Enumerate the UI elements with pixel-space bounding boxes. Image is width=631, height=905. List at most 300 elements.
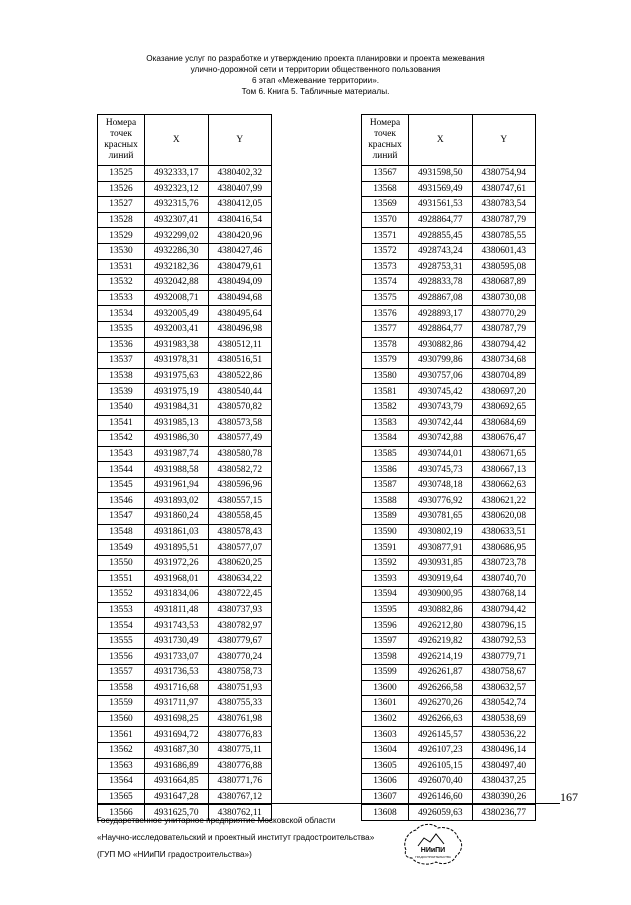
table-row bbox=[362, 243, 536, 259]
point-number-cell: 13593 bbox=[362, 571, 409, 587]
y-coordinate-cell: 4380542,74 bbox=[472, 696, 536, 712]
x-coordinate-cell: 4928753,31 bbox=[409, 259, 472, 275]
table-row bbox=[98, 275, 272, 291]
point-number-cell: 13534 bbox=[98, 306, 145, 322]
point-number-cell: 13525 bbox=[98, 166, 145, 182]
x-coordinate-cell: 4926070,40 bbox=[409, 774, 472, 790]
table-row bbox=[362, 758, 536, 774]
table-row bbox=[362, 602, 536, 618]
x-coordinate-cell: 4931811,48 bbox=[145, 602, 208, 618]
y-coordinate-cell: 4380620,08 bbox=[472, 509, 536, 525]
table-row bbox=[98, 197, 272, 213]
header-line-3: 6 этап «Межевание территории». bbox=[251, 76, 380, 85]
table-row bbox=[362, 462, 536, 478]
header-text: Номера bbox=[105, 118, 137, 128]
x-coordinate-cell: 4931988,58 bbox=[145, 462, 208, 478]
x-coordinate-cell: 4931733,07 bbox=[145, 649, 208, 665]
logo-text-sub: ГРАДОСТРОИТЕЛЬСТВА bbox=[415, 855, 451, 859]
y-coordinate-cell: 4380794,42 bbox=[472, 602, 536, 618]
y-coordinate-cell: 4380437,25 bbox=[472, 774, 536, 790]
point-number-cell: 13601 bbox=[362, 696, 409, 712]
x-coordinate-cell: 4930781,65 bbox=[409, 509, 472, 525]
table-row bbox=[362, 415, 536, 431]
x-coordinate-cell: 4931895,51 bbox=[145, 540, 208, 556]
y-coordinate-cell: 4380577,07 bbox=[208, 540, 272, 556]
y-coordinate-cell: 4380580,78 bbox=[208, 446, 272, 462]
x-coordinate-cell: 4932003,41 bbox=[145, 321, 208, 337]
x-coordinate-cell: 4930743,79 bbox=[409, 399, 472, 415]
point-number-cell: 13599 bbox=[362, 665, 409, 681]
y-coordinate-cell: 4380787,79 bbox=[472, 321, 536, 337]
y-coordinate-cell: 4380754,94 bbox=[472, 166, 536, 182]
table-row bbox=[98, 727, 272, 743]
point-number-cell: 13537 bbox=[98, 353, 145, 369]
table-row bbox=[362, 399, 536, 415]
point-number-cell: 13565 bbox=[98, 789, 145, 805]
x-coordinate-cell: 4931834,06 bbox=[145, 587, 208, 603]
x-header: X bbox=[409, 115, 472, 166]
coordinates-table-right bbox=[361, 114, 536, 821]
y-coordinate-cell: 4380770,24 bbox=[208, 649, 272, 665]
page-number: 167 bbox=[560, 790, 578, 804]
y-coordinate-cell: 4380686,95 bbox=[472, 540, 536, 556]
x-coordinate-cell: 4931647,28 bbox=[145, 789, 208, 805]
y-coordinate-cell: 4380416,54 bbox=[208, 212, 272, 228]
point-number-cell: 13588 bbox=[362, 493, 409, 509]
x-coordinate-cell: 4931694,72 bbox=[145, 727, 208, 743]
point-number-cell: 13580 bbox=[362, 368, 409, 384]
x-coordinate-cell: 4932005,49 bbox=[145, 306, 208, 322]
x-coordinate-cell: 4931968,01 bbox=[145, 571, 208, 587]
x-coordinate-cell: 4931987,74 bbox=[145, 446, 208, 462]
table-row bbox=[98, 290, 272, 306]
y-coordinate-cell: 4380479,61 bbox=[208, 259, 272, 275]
x-coordinate-cell: 4931985,13 bbox=[145, 415, 208, 431]
x-coordinate-cell: 4930748,18 bbox=[409, 477, 472, 493]
x-coordinate-cell: 4931975,19 bbox=[145, 384, 208, 400]
point-number-cell: 13536 bbox=[98, 337, 145, 353]
x-coordinate-cell: 4930900,95 bbox=[409, 587, 472, 603]
x-coordinate-cell: 4931986,30 bbox=[145, 431, 208, 447]
point-number-cell: 13526 bbox=[98, 181, 145, 197]
table-row bbox=[362, 633, 536, 649]
table-row bbox=[98, 618, 272, 634]
x-coordinate-cell: 4931893,02 bbox=[145, 493, 208, 509]
table-row bbox=[98, 571, 272, 587]
x-coordinate-cell: 4930931,85 bbox=[409, 555, 472, 571]
x-coordinate-cell: 4926212,80 bbox=[409, 618, 472, 634]
x-coordinate-cell: 4926266,63 bbox=[409, 711, 472, 727]
logo-text-main: НИиПИ bbox=[420, 847, 446, 854]
x-coordinate-cell: 4931598,50 bbox=[409, 166, 472, 182]
point-number-cell: 13600 bbox=[362, 680, 409, 696]
point-number-cell: 13595 bbox=[362, 602, 409, 618]
point-number-cell: 13531 bbox=[98, 259, 145, 275]
y-coordinate-cell: 4380697,20 bbox=[472, 384, 536, 400]
table-row bbox=[98, 259, 272, 275]
y-coordinate-cell: 4380758,73 bbox=[208, 665, 272, 681]
y-coordinate-cell: 4380794,42 bbox=[472, 337, 536, 353]
x-coordinate-cell: 4926105,15 bbox=[409, 758, 472, 774]
x-coordinate-cell: 4931664,85 bbox=[145, 774, 208, 790]
y-coordinate-cell: 4380771,76 bbox=[208, 774, 272, 790]
point-number-cell: 13568 bbox=[362, 181, 409, 197]
table-row bbox=[362, 493, 536, 509]
point-number-cell: 13602 bbox=[362, 711, 409, 727]
y-coordinate-cell: 4380751,93 bbox=[208, 680, 272, 696]
table-row bbox=[362, 774, 536, 790]
point-number-cell: 13561 bbox=[98, 727, 145, 743]
table-row bbox=[98, 384, 272, 400]
y-coordinate-cell: 4380779,71 bbox=[472, 649, 536, 665]
point-number-cell: 13533 bbox=[98, 290, 145, 306]
table-body-right bbox=[362, 166, 536, 821]
table-row bbox=[362, 306, 536, 322]
y-coordinate-cell: 4380497,40 bbox=[472, 758, 536, 774]
table-row bbox=[98, 353, 272, 369]
point-number-cell: 13564 bbox=[98, 774, 145, 790]
table-row bbox=[362, 181, 536, 197]
table-row bbox=[362, 711, 536, 727]
header-text: линий bbox=[372, 151, 398, 161]
point-number-cell: 13528 bbox=[98, 212, 145, 228]
table-body-left bbox=[98, 166, 272, 821]
y-coordinate-cell: 4380761,98 bbox=[208, 711, 272, 727]
point-number-cell: 13582 bbox=[362, 399, 409, 415]
table-row bbox=[362, 696, 536, 712]
x-coordinate-cell: 4930877,91 bbox=[409, 540, 472, 556]
table-row bbox=[362, 368, 536, 384]
table-row bbox=[98, 399, 272, 415]
table-row bbox=[98, 431, 272, 447]
y-coordinate-cell: 4380775,11 bbox=[208, 742, 272, 758]
y-coordinate-cell: 4380512,11 bbox=[208, 337, 272, 353]
point-number-cell: 13545 bbox=[98, 477, 145, 493]
y-coordinate-cell: 4380390,26 bbox=[472, 789, 536, 805]
point-number-cell: 13578 bbox=[362, 337, 409, 353]
x-coordinate-cell: 4926270,26 bbox=[409, 696, 472, 712]
x-coordinate-cell: 4932299,02 bbox=[145, 228, 208, 244]
y-coordinate-cell: 4380747,61 bbox=[472, 181, 536, 197]
x-coordinate-cell: 4931736,53 bbox=[145, 665, 208, 681]
point-number-cell: 13581 bbox=[362, 384, 409, 400]
table-header-row bbox=[362, 115, 536, 166]
header-text: линий bbox=[108, 151, 134, 161]
table-row bbox=[98, 446, 272, 462]
x-coordinate-cell: 4928864,77 bbox=[409, 212, 472, 228]
table-row bbox=[98, 540, 272, 556]
x-coordinate-cell: 4931711,97 bbox=[145, 696, 208, 712]
table-row bbox=[98, 243, 272, 259]
point-number-cell: 13598 bbox=[362, 649, 409, 665]
table-row bbox=[362, 446, 536, 462]
x-coordinate-cell: 4928855,45 bbox=[409, 228, 472, 244]
y-coordinate-cell: 4380538,69 bbox=[472, 711, 536, 727]
point-number-header bbox=[98, 115, 145, 166]
y-coordinate-cell: 4380621,22 bbox=[472, 493, 536, 509]
y-coordinate-cell: 4380687,89 bbox=[472, 275, 536, 291]
table-row bbox=[362, 384, 536, 400]
x-coordinate-cell: 4931743,53 bbox=[145, 618, 208, 634]
table-row bbox=[98, 602, 272, 618]
x-coordinate-cell: 4932333,17 bbox=[145, 166, 208, 182]
table-row bbox=[362, 524, 536, 540]
y-coordinate-cell: 4380633,51 bbox=[472, 524, 536, 540]
point-number-cell: 13540 bbox=[98, 399, 145, 415]
point-number-header bbox=[362, 115, 409, 166]
y-coordinate-cell: 4380755,33 bbox=[208, 696, 272, 712]
x-coordinate-cell: 4931730,49 bbox=[145, 633, 208, 649]
table-row bbox=[98, 711, 272, 727]
point-number-cell: 13594 bbox=[362, 587, 409, 603]
x-coordinate-cell: 4930802,19 bbox=[409, 524, 472, 540]
point-number-cell: 13558 bbox=[98, 680, 145, 696]
point-number-cell: 13607 bbox=[362, 789, 409, 805]
y-coordinate-cell: 4380785,55 bbox=[472, 228, 536, 244]
table-row bbox=[98, 555, 272, 571]
point-number-cell: 13597 bbox=[362, 633, 409, 649]
table-row bbox=[362, 431, 536, 447]
footer-divider bbox=[97, 803, 560, 804]
y-coordinate-cell: 4380704,89 bbox=[472, 368, 536, 384]
y-coordinate-cell: 4380412,05 bbox=[208, 197, 272, 213]
x-coordinate-cell: 4931961,94 bbox=[145, 477, 208, 493]
point-number-cell: 13586 bbox=[362, 462, 409, 478]
table-row bbox=[98, 742, 272, 758]
y-coordinate-cell: 4380692,65 bbox=[472, 399, 536, 415]
y-coordinate-cell: 4380407,99 bbox=[208, 181, 272, 197]
x-coordinate-cell: 4926146,60 bbox=[409, 789, 472, 805]
x-coordinate-cell: 4931972,26 bbox=[145, 555, 208, 571]
table-row bbox=[362, 618, 536, 634]
header-text: точек bbox=[110, 129, 132, 139]
point-number-cell: 13572 bbox=[362, 243, 409, 259]
table-row bbox=[98, 166, 272, 182]
point-number-cell: 13585 bbox=[362, 446, 409, 462]
point-number-cell: 13583 bbox=[362, 415, 409, 431]
y-coordinate-cell: 4380578,43 bbox=[208, 524, 272, 540]
y-coordinate-cell: 4380667,13 bbox=[472, 462, 536, 478]
point-number-cell: 13584 bbox=[362, 431, 409, 447]
y-coordinate-cell: 4380601,43 bbox=[472, 243, 536, 259]
table-row bbox=[98, 758, 272, 774]
y-coordinate-cell: 4380768,14 bbox=[472, 587, 536, 603]
x-coordinate-cell: 4931686,89 bbox=[145, 758, 208, 774]
table-row bbox=[98, 181, 272, 197]
x-coordinate-cell: 4928893,17 bbox=[409, 306, 472, 322]
y-coordinate-cell: 4380776,88 bbox=[208, 758, 272, 774]
point-number-cell: 13559 bbox=[98, 696, 145, 712]
table-row bbox=[98, 524, 272, 540]
table-row bbox=[362, 321, 536, 337]
x-coordinate-cell: 4926145,57 bbox=[409, 727, 472, 743]
x-coordinate-cell: 4932182,36 bbox=[145, 259, 208, 275]
y-header: Y bbox=[472, 115, 536, 166]
table-row bbox=[98, 509, 272, 525]
y-coordinate-cell: 4380770,29 bbox=[472, 306, 536, 322]
point-number-cell: 13596 bbox=[362, 618, 409, 634]
y-coordinate-cell: 4380762,11 bbox=[208, 805, 272, 821]
x-coordinate-cell: 4931978,31 bbox=[145, 353, 208, 369]
point-number-cell: 13530 bbox=[98, 243, 145, 259]
y-coordinate-cell: 4380632,57 bbox=[472, 680, 536, 696]
y-coordinate-cell: 4380595,08 bbox=[472, 259, 536, 275]
x-coordinate-cell: 4930919,64 bbox=[409, 571, 472, 587]
table-row bbox=[362, 649, 536, 665]
header-text: красных bbox=[368, 140, 402, 150]
table-row bbox=[362, 805, 536, 821]
point-number-cell: 13566 bbox=[98, 805, 145, 821]
header-text: красных bbox=[104, 140, 138, 150]
x-coordinate-cell: 4932042,88 bbox=[145, 275, 208, 291]
y-coordinate-cell: 4380779,67 bbox=[208, 633, 272, 649]
x-coordinate-cell: 4931698,25 bbox=[145, 711, 208, 727]
table-row bbox=[98, 680, 272, 696]
table-row bbox=[98, 337, 272, 353]
table-row bbox=[362, 587, 536, 603]
y-coordinate-cell: 4380662,63 bbox=[472, 477, 536, 493]
coordinates-table-left bbox=[97, 114, 272, 821]
y-header: Y bbox=[208, 115, 272, 166]
table-row bbox=[362, 477, 536, 493]
institute-logo bbox=[398, 820, 468, 868]
y-coordinate-cell: 4380767,12 bbox=[208, 789, 272, 805]
table-row bbox=[362, 555, 536, 571]
y-coordinate-cell: 4380496,98 bbox=[208, 321, 272, 337]
point-number-cell: 13556 bbox=[98, 649, 145, 665]
point-number-cell: 13543 bbox=[98, 446, 145, 462]
point-number-cell: 13592 bbox=[362, 555, 409, 571]
x-coordinate-cell: 4930745,73 bbox=[409, 462, 472, 478]
x-header: X bbox=[145, 115, 208, 166]
point-number-cell: 13552 bbox=[98, 587, 145, 603]
x-coordinate-cell: 4931716,68 bbox=[145, 680, 208, 696]
x-coordinate-cell: 4930744,01 bbox=[409, 446, 472, 462]
footer-line-2: «Научно-исследовательский и проектный институт градостроительства» bbox=[97, 833, 375, 842]
point-number-cell: 13546 bbox=[98, 493, 145, 509]
point-number-cell: 13557 bbox=[98, 665, 145, 681]
table-row bbox=[362, 571, 536, 587]
point-number-cell: 13541 bbox=[98, 415, 145, 431]
y-coordinate-cell: 4380570,82 bbox=[208, 399, 272, 415]
table-row bbox=[362, 665, 536, 681]
table-row bbox=[98, 321, 272, 337]
y-coordinate-cell: 4380536,22 bbox=[472, 727, 536, 743]
point-number-cell: 13570 bbox=[362, 212, 409, 228]
point-number-cell: 13606 bbox=[362, 774, 409, 790]
x-coordinate-cell: 4931975,63 bbox=[145, 368, 208, 384]
table-row bbox=[98, 368, 272, 384]
footer-line-3: (ГУП МО «НИиПИ градостроительства») bbox=[97, 850, 252, 859]
table-row bbox=[362, 275, 536, 291]
x-coordinate-cell: 4930799,86 bbox=[409, 353, 472, 369]
table-header-row bbox=[98, 115, 272, 166]
y-coordinate-cell: 4380671,65 bbox=[472, 446, 536, 462]
point-number-cell: 13539 bbox=[98, 384, 145, 400]
point-number-cell: 13542 bbox=[98, 431, 145, 447]
x-coordinate-cell: 4931687,30 bbox=[145, 742, 208, 758]
y-coordinate-cell: 4380494,09 bbox=[208, 275, 272, 291]
footer-line-1: Государственное унитарное предприятие Московской области bbox=[97, 816, 336, 825]
x-coordinate-cell: 4926214,19 bbox=[409, 649, 472, 665]
point-number-cell: 13532 bbox=[98, 275, 145, 291]
y-coordinate-cell: 4380495,64 bbox=[208, 306, 272, 322]
point-number-cell: 13571 bbox=[362, 228, 409, 244]
table-row bbox=[98, 415, 272, 431]
point-number-cell: 13550 bbox=[98, 555, 145, 571]
table-row bbox=[98, 493, 272, 509]
x-coordinate-cell: 4928743,24 bbox=[409, 243, 472, 259]
point-number-cell: 13577 bbox=[362, 321, 409, 337]
x-coordinate-cell: 4932307,41 bbox=[145, 212, 208, 228]
point-number-cell: 13590 bbox=[362, 524, 409, 540]
point-number-cell: 13535 bbox=[98, 321, 145, 337]
point-number-cell: 13527 bbox=[98, 197, 145, 213]
point-number-cell: 13573 bbox=[362, 259, 409, 275]
document-header bbox=[0, 53, 631, 97]
point-number-cell: 13567 bbox=[362, 166, 409, 182]
y-coordinate-cell: 4380427,46 bbox=[208, 243, 272, 259]
x-coordinate-cell: 4928867,08 bbox=[409, 290, 472, 306]
x-coordinate-cell: 4931625,70 bbox=[145, 805, 208, 821]
point-number-cell: 13562 bbox=[98, 742, 145, 758]
table-row bbox=[362, 727, 536, 743]
x-coordinate-cell: 4930776,92 bbox=[409, 493, 472, 509]
x-coordinate-cell: 4930882,86 bbox=[409, 602, 472, 618]
y-coordinate-cell: 4380582,72 bbox=[208, 462, 272, 478]
x-coordinate-cell: 4931561,53 bbox=[409, 197, 472, 213]
y-coordinate-cell: 4380577,49 bbox=[208, 431, 272, 447]
y-coordinate-cell: 4380522,86 bbox=[208, 368, 272, 384]
x-coordinate-cell: 4930757,06 bbox=[409, 368, 472, 384]
y-coordinate-cell: 4380783,54 bbox=[472, 197, 536, 213]
y-coordinate-cell: 4380496,14 bbox=[472, 742, 536, 758]
point-number-cell: 13587 bbox=[362, 477, 409, 493]
table-row bbox=[362, 337, 536, 353]
point-number-cell: 13603 bbox=[362, 727, 409, 743]
point-number-cell: 13548 bbox=[98, 524, 145, 540]
table-row bbox=[362, 742, 536, 758]
point-number-cell: 13544 bbox=[98, 462, 145, 478]
table-row bbox=[362, 290, 536, 306]
y-coordinate-cell: 4380540,44 bbox=[208, 384, 272, 400]
y-coordinate-cell: 4380782,97 bbox=[208, 618, 272, 634]
y-coordinate-cell: 4380723,78 bbox=[472, 555, 536, 571]
table-row bbox=[362, 509, 536, 525]
y-coordinate-cell: 4380402,32 bbox=[208, 166, 272, 182]
table-row bbox=[98, 306, 272, 322]
x-coordinate-cell: 4930742,44 bbox=[409, 415, 472, 431]
x-coordinate-cell: 4931569,49 bbox=[409, 181, 472, 197]
y-coordinate-cell: 4380596,96 bbox=[208, 477, 272, 493]
x-coordinate-cell: 4931861,03 bbox=[145, 524, 208, 540]
table-row bbox=[362, 228, 536, 244]
table-row bbox=[98, 633, 272, 649]
table-row bbox=[362, 259, 536, 275]
point-number-cell: 13549 bbox=[98, 540, 145, 556]
x-coordinate-cell: 4931983,38 bbox=[145, 337, 208, 353]
x-coordinate-cell: 4930745,42 bbox=[409, 384, 472, 400]
table-row bbox=[98, 212, 272, 228]
point-number-cell: 13551 bbox=[98, 571, 145, 587]
table-row bbox=[98, 649, 272, 665]
point-number-cell: 13604 bbox=[362, 742, 409, 758]
point-number-cell: 13569 bbox=[362, 197, 409, 213]
x-coordinate-cell: 4932008,71 bbox=[145, 290, 208, 306]
header-line-1: Оказание услуг по разработке и утверждению проекта планировки и проекта межевания bbox=[146, 54, 485, 63]
y-coordinate-cell: 4380573,58 bbox=[208, 415, 272, 431]
table-row bbox=[362, 212, 536, 228]
